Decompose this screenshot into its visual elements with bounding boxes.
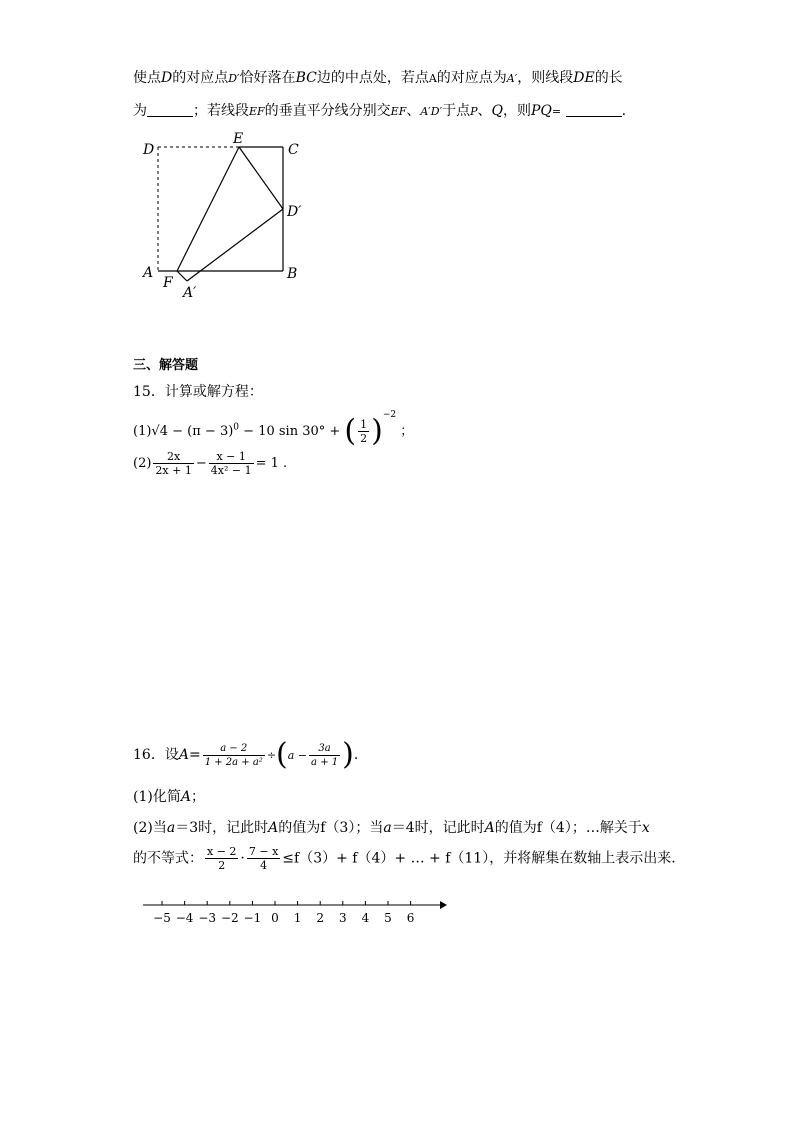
semicolon: ； [400, 424, 414, 439]
label-C: C [288, 142, 299, 158]
text: 恰好落在 [239, 70, 296, 86]
tick-label: 2 [316, 911, 325, 925]
fraction-1 [203, 742, 265, 769]
edge-DA-prime [187, 209, 283, 281]
q15-part2 [133, 450, 287, 477]
q16-title [133, 737, 359, 772]
fraction-1 [205, 845, 238, 872]
denominator: a + 1 [311, 756, 339, 768]
f4: f（4） [536, 820, 572, 836]
exponent: −2 [382, 410, 397, 420]
label-B: B [287, 266, 298, 282]
answer-blank-1 [147, 104, 193, 117]
tick-label: −2 [220, 911, 239, 925]
label-D: D [143, 142, 155, 158]
tick-label: −5 [153, 911, 171, 925]
numerator: 3a [309, 742, 340, 756]
exponent: 0 [233, 422, 240, 433]
text: ≤f（3）+ f（4）+ … + f（11），并将解集在数轴上表示出来. [282, 850, 676, 867]
section-heading: 三、解答题 [133, 358, 199, 373]
edge-ED [239, 147, 283, 209]
q14-line2 [133, 100, 626, 120]
text: 的对应点 [172, 70, 229, 86]
tick-label: −3 [198, 911, 217, 925]
text: ；当 [355, 820, 384, 836]
minus: − [195, 456, 207, 471]
tick-label: 4 [361, 911, 370, 925]
arrow-icon [440, 901, 447, 909]
part-label: (1) [133, 424, 152, 439]
text: ，则 [503, 103, 531, 119]
paren-term: (π − 3) [187, 424, 234, 439]
tick-label: −4 [175, 911, 194, 925]
text: ；若线段 [193, 103, 249, 119]
divide: ÷ [266, 749, 277, 762]
text: 的值为 [278, 820, 321, 836]
semicolon: ； [190, 789, 205, 805]
question-number: 16．设 [133, 747, 179, 763]
label-A-prime: A′ [183, 285, 197, 301]
var-A: A [484, 820, 495, 836]
q16-part2-line2 [133, 845, 676, 872]
denominator: 2 [360, 432, 368, 445]
text: 边的中点处，若点 [316, 70, 429, 86]
var-EF: EF [249, 105, 265, 118]
label-A: A [143, 265, 154, 281]
numerator: a − 2 [203, 742, 265, 756]
text: ；…解关于 [571, 820, 642, 836]
f3: f（3） [320, 820, 356, 836]
tick-label: 0 [271, 911, 279, 925]
text: 的长 [594, 70, 623, 86]
fraction-2 [209, 450, 254, 477]
folded-rectangle-figure [135, 128, 320, 303]
fold-line-EF [177, 147, 239, 271]
number-line [140, 896, 450, 930]
tick-label: −1 [243, 911, 262, 925]
q14-line1 [133, 67, 623, 87]
text: 的值为 [494, 820, 537, 836]
text: (2)当 [133, 820, 167, 836]
var-x: x [641, 820, 650, 836]
label-D-prime: D′ [287, 204, 302, 220]
denominator: 4 [260, 859, 268, 872]
tick-label: 6 [406, 911, 415, 925]
part-label: (2) [133, 456, 152, 471]
denominator: 1 + 2a + a² [204, 756, 263, 768]
label-F: F [163, 275, 173, 291]
var-Q: Q [491, 103, 503, 119]
numerator: x − 2 [207, 845, 237, 858]
text: ＝4时，记此时 [391, 820, 485, 836]
var-A: A [180, 789, 191, 805]
var-Aprime: A′ [506, 72, 518, 85]
text: ＝3时，记此时 [175, 820, 269, 836]
half-fraction [358, 418, 369, 445]
var-A: A [268, 820, 279, 836]
var-PQ: PQ [531, 103, 552, 119]
label-E: E [233, 131, 244, 147]
q16-part1 [133, 786, 205, 806]
tick-label: 1 [293, 911, 302, 925]
var-A: A [178, 747, 189, 763]
right-paren: ) [371, 413, 383, 449]
period: . [353, 747, 359, 763]
answer-blank-2 [566, 104, 622, 117]
fraction-2 [309, 742, 340, 769]
q15-title: 15．计算或解方程： [133, 384, 263, 400]
denominator: 4x² − 1 [210, 464, 252, 477]
a-minus: a − [287, 749, 308, 762]
var-D: D [161, 70, 173, 86]
var-A: A [428, 72, 437, 85]
tick-label: 5 [384, 911, 392, 925]
text: (1)化简 [133, 789, 181, 805]
numerator: 2x [153, 450, 193, 464]
var-a: a [383, 820, 392, 836]
sin-term: − 10 sin 30° + [243, 424, 341, 439]
sqrt-term: √4 [151, 424, 168, 439]
fraction-2 [247, 845, 280, 872]
text: 的不等式： [133, 850, 203, 867]
var-EF: EF [390, 105, 407, 118]
numerator: 1 [360, 418, 368, 431]
equals-one: = 1 . [255, 456, 288, 471]
text: 、 [406, 103, 421, 119]
var-DE: DE [573, 70, 595, 86]
right-paren: ) [342, 737, 354, 772]
text: 、 [477, 103, 492, 119]
numerator: 7 − x [248, 845, 279, 858]
text: 为 [133, 103, 147, 119]
left-paren: ( [276, 737, 288, 772]
var-BC: BC [295, 70, 317, 86]
tick-label: 3 [338, 911, 347, 925]
edge-FA-prime [177, 271, 187, 281]
equals: = [188, 747, 201, 763]
var-AD: A′D′ [420, 105, 443, 118]
text: ，则线段 [517, 70, 574, 86]
text: . [621, 103, 627, 119]
numerator: x − 1 [209, 450, 254, 464]
var-P: P [470, 105, 478, 118]
equals: = [551, 105, 562, 118]
text: 的对应点为 [436, 70, 507, 86]
q16-part2-line1 [133, 817, 650, 837]
text: 使点 [133, 70, 161, 86]
dot: · [240, 850, 245, 867]
var-a: a [166, 820, 176, 836]
var-Dprime: D′ [228, 72, 240, 85]
text: 于点 [442, 103, 471, 119]
fraction-1 [153, 450, 193, 477]
minus: − [172, 424, 184, 439]
left-paren: ( [344, 413, 357, 449]
q15-part1 [133, 410, 413, 447]
denominator: 2x + 1 [155, 464, 192, 477]
text: 的垂直平分线分别交 [264, 103, 391, 119]
denominator: 2 [218, 859, 226, 872]
